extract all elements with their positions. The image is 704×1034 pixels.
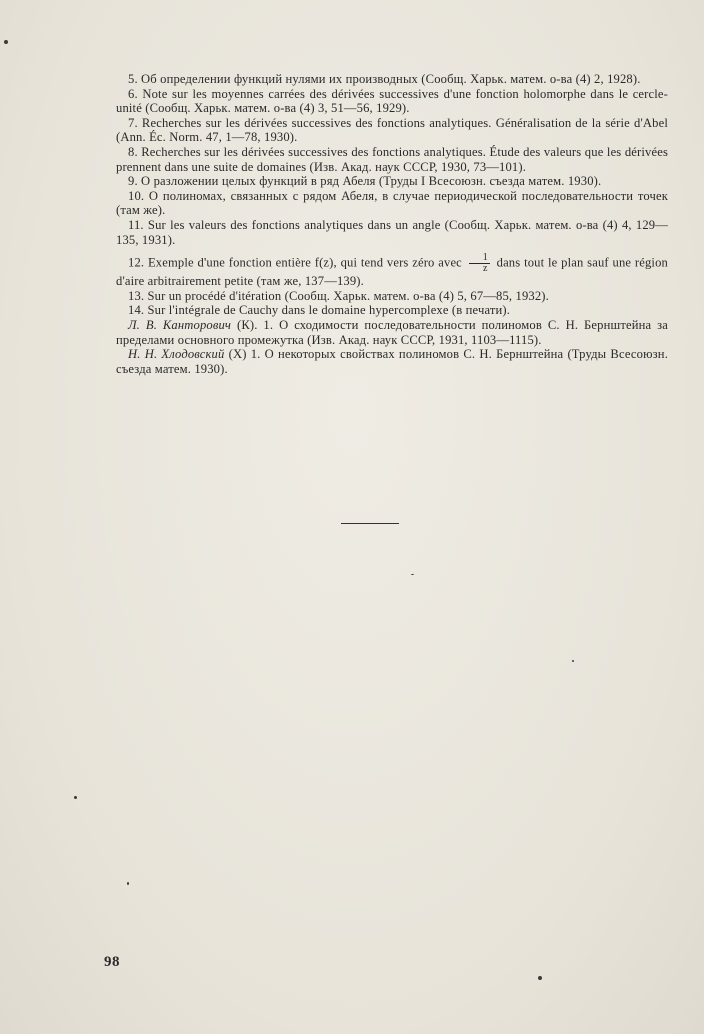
print-speck [4,40,8,44]
bibliography-entry-12 [116,253,668,289]
print-speck [74,796,77,799]
section-divider [341,523,399,524]
fraction-numerator: 1 [469,253,490,264]
bibliography-entry-7: 7. Recherches sur les dérivées successives des fonctions analytiques. Généralisation de la série d'Abel (Ann. Éc. Norm. 47, 1—78, 1930). [116,115,668,145]
author-entry-text: (Х) 1. О некоторых свойствах полиномов С. Н. Бернштейна (Труды Всесоюзн. съезда матем. 1930). [116,347,668,376]
print-speck [411,574,414,575]
bibliography-entry-5: 5. Об определении функций нулями их производных (Сообщ. Харьк. матем. о-ва (4) 2, 1928). [128,72,641,86]
bibliography-entry-10: 10. О полиномах, связанных с рядом Абеля, в случае периодической последовательности точек (там же). [116,188,668,218]
author-entry-text: (К). 1. О сходимости последовательности полиномов С. Н. Бернштейна за пределами основного промежутка (Изв. Акад. наук СССР, 1931, 1103—1115). [116,317,668,347]
author-name: Н. Н. Хлодовский [128,347,225,362]
bibliography-entry-13: 13. Sur un procédé d'itération (Сообщ. Харьк. матем. о-ва (4) 5, 67—85, 1932). [128,288,549,303]
bibliography-entry-11: 11. Sur les valeurs des fonctions analytiques dans un angle (Сообщ. Харьк. матем. о-ва (4) 4, 129—135, 1931). [116,217,668,247]
author-entry-khlodovsky [116,347,668,376]
bibliography-entry-6: 6. Note sur les moyennes carrées des dérivées successives d'une fonction holomorphe dans le cercle-unité (Сообщ. Харьк. матем. о-ва (4) 3, 51—56, 1929). [116,86,668,116]
fraction-one-over-z [469,253,490,274]
print-speck [572,660,574,662]
print-speck [127,882,129,885]
author-name: Л. В. Канторович [128,317,232,332]
author-entry-kantorovich [116,318,668,347]
fraction-denominator: z [482,263,488,275]
bibliography-list [116,72,668,376]
entry-12-text-after: dans tout le plan sauf une région d'aire arbitrairement petite (там же, 137—139). [116,255,668,289]
page-number: 98 [104,954,120,970]
bibliography-entry-14: 14. Sur l'intégrale de Cauchy dans le domaine hypercomplexe (в печати). [128,303,511,318]
print-speck [538,976,542,980]
entry-12-text-before: 12. Exemple d'une fonction entière f(z), qui tend vers zéro avec [128,255,462,270]
bibliography-entry-9: 9. О разложении целых функций в ряд Абеля (Труды I Всесоюзн. съезда матем. 1930). [128,174,602,189]
bibliography-entry-8: 8. Recherches sur les dérivées successives des fonctions analytiques. Étude des valeurs que les dérivées prennent dans une suite de domaines (Изв. Акад. наук СССР, 1930, 73—101). [116,144,668,174]
